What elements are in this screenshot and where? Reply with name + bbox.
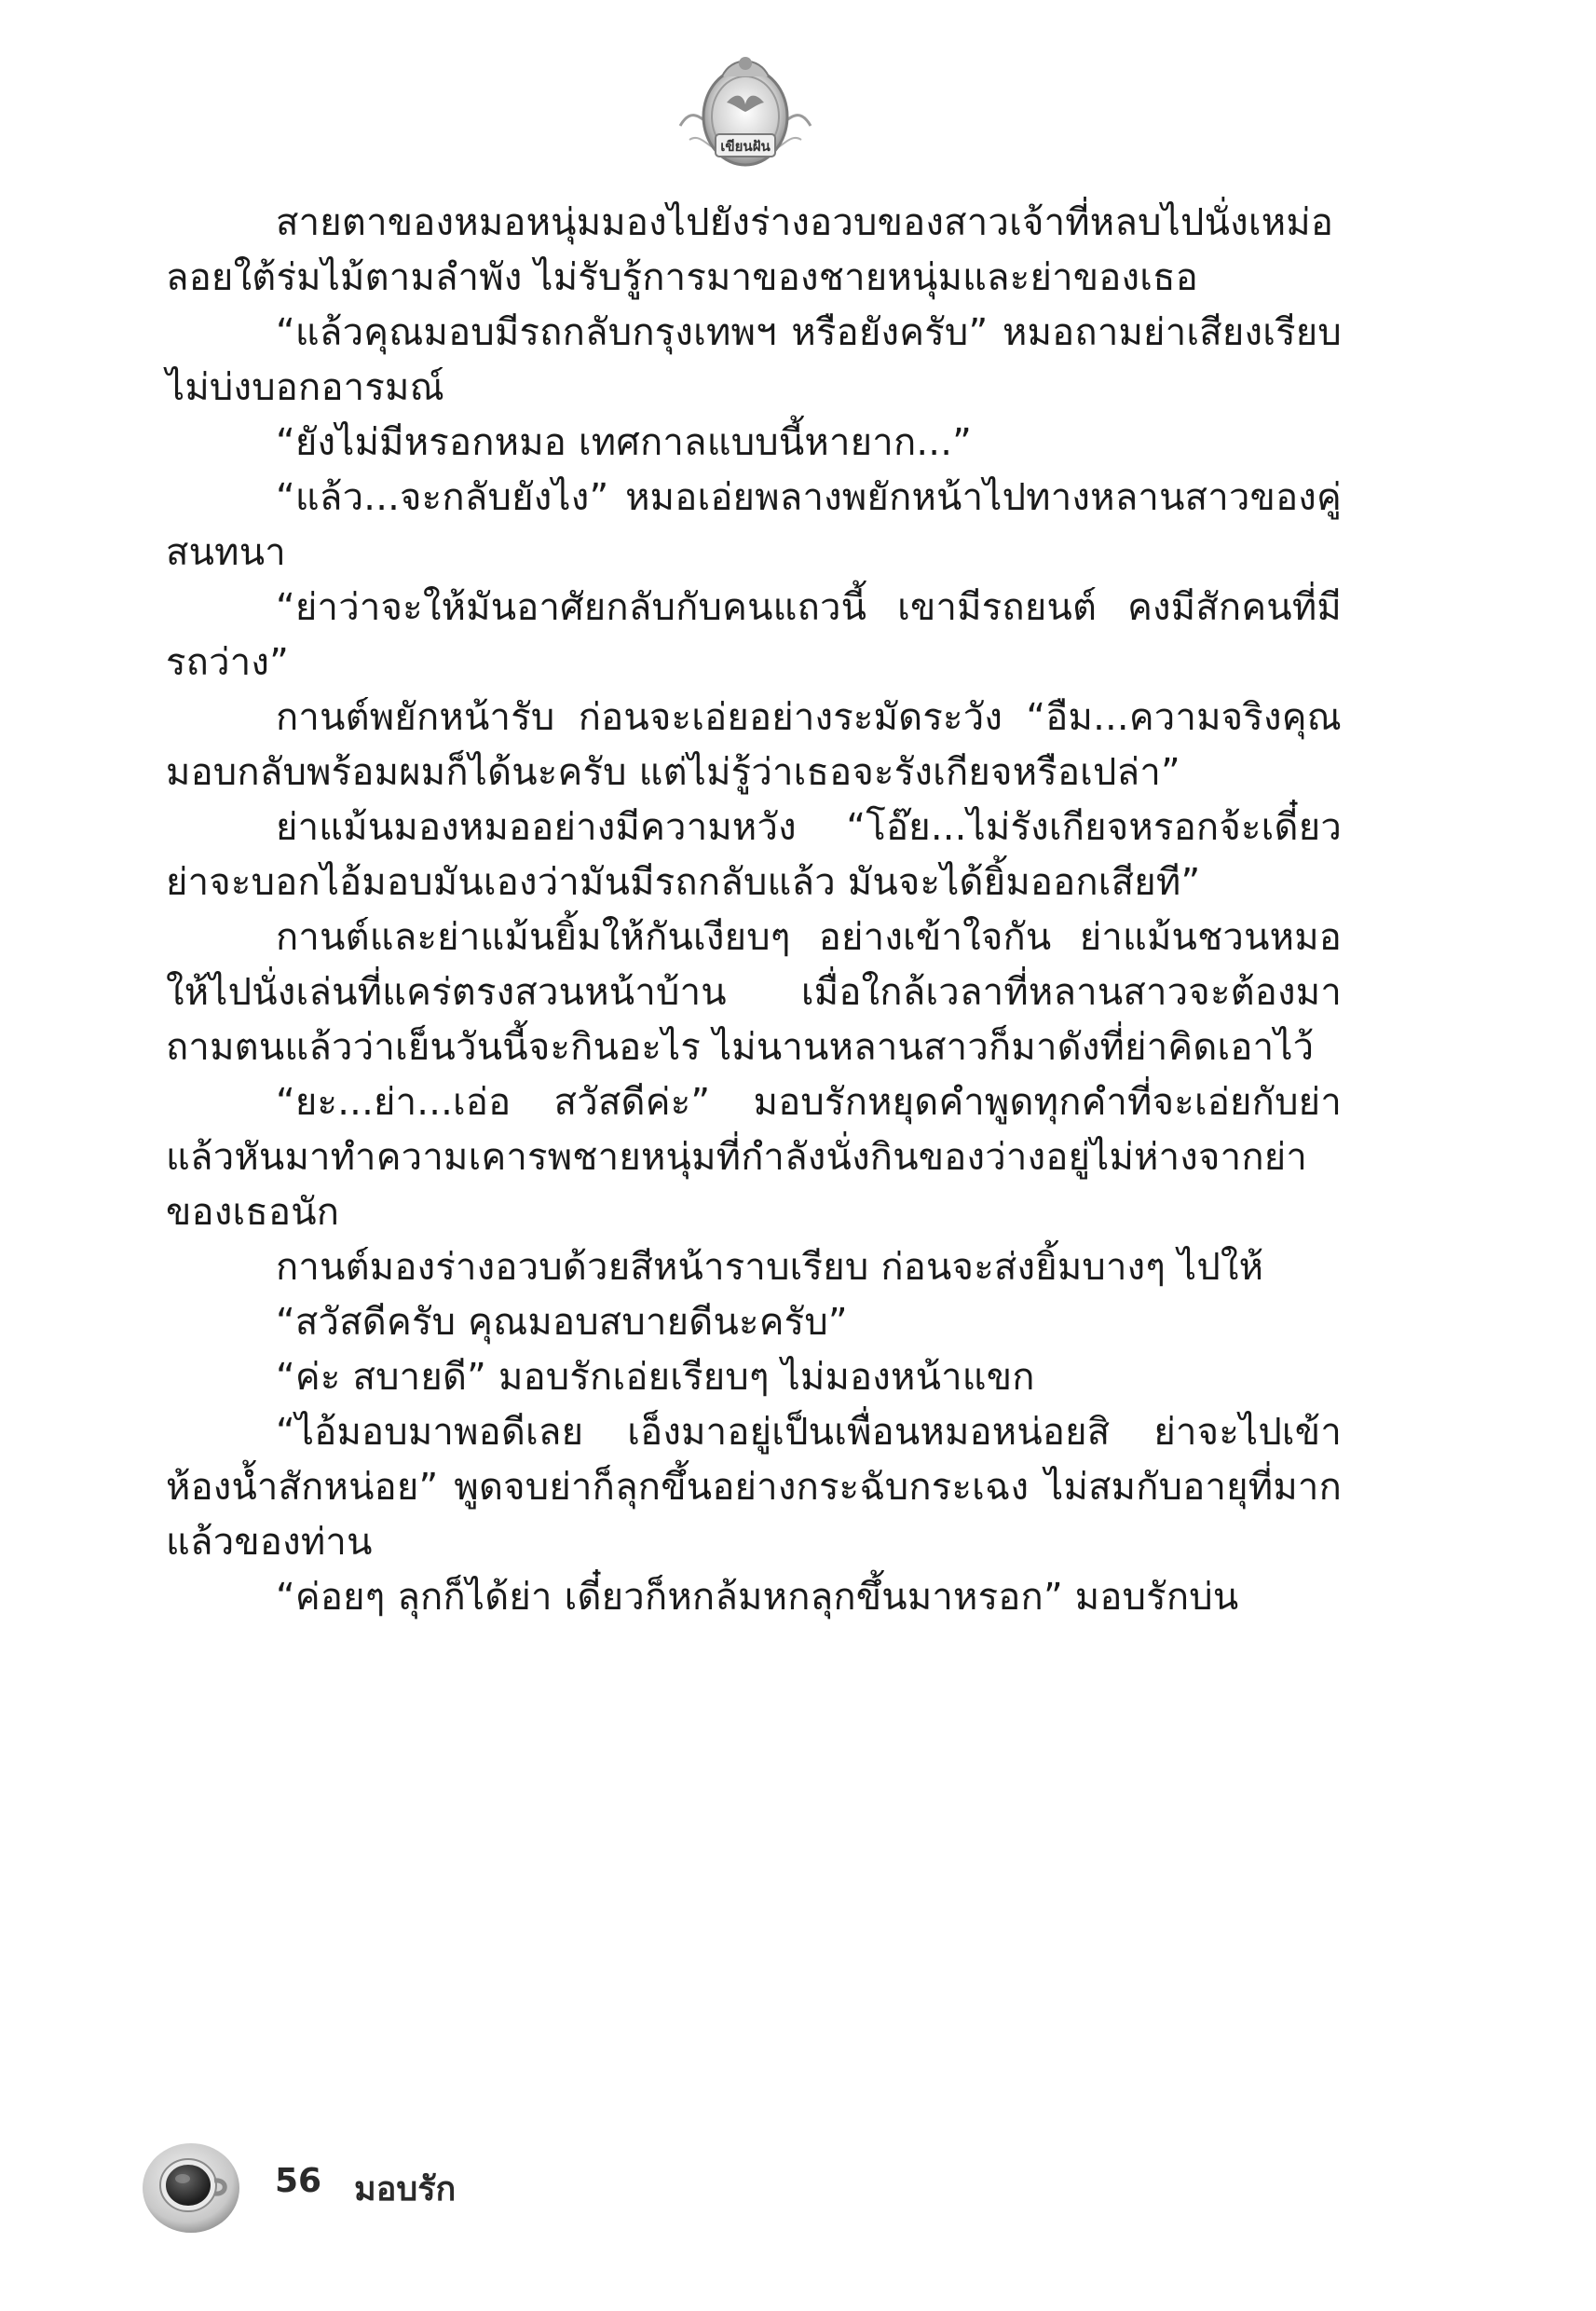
page-footer bbox=[140, 2134, 792, 2236]
paragraph: กานต์มองร่างอวบด้วยสีหน้าราบเรียบ ก่อนจะส่งยิ้มบางๆ ไปให้ bbox=[276, 1246, 1264, 1289]
paragraph: ย่าแม้นมองหมออย่างมีความหวัง “โอ๊ย...ไม่รังเกียจหรอกจ้ะเดี๋ยวย่าจะบอกไอ้มอบมันเองว่ามันมีรถกลับแล้ว มันจะได้ยิ้มออกเสียที” bbox=[166, 806, 1342, 904]
header-logo bbox=[671, 37, 820, 177]
paragraph: “ค่อยๆ ลุกก็ได้ย่า เดี๋ยวก็หกล้มหกลุกขึ้นมาหรอก” มอบรักบ่น bbox=[276, 1576, 1239, 1619]
paragraph: สายตาของหมอหนุ่มมองไปยังร่างอวบของสาวเจ้าที่หลบไปนั่งเหม่อลอยใต้ร่มไม้ตามลำพัง ไม่รับรู้การมาของชายหนุ่มและย่าของเธอ bbox=[166, 201, 1334, 299]
paragraph: กานต์พยักหน้ารับ ก่อนจะเอ่ยอย่างระมัดระวัง “อืม...ความจริงคุณมอบกลับพร้อมผมก็ได้นะครับ แต่ไม่รู้ว่าเธอจะรังเกียจหรือเปล่า” bbox=[166, 696, 1342, 794]
logo-text: เขียนฝัน bbox=[720, 138, 771, 155]
paragraph: “แล้วคุณมอบมีรถกลับกรุงเทพฯ หรือยังครับ” หมอถามย่าเสียงเรียบไม่บ่งบอกอารมณ์ bbox=[166, 311, 1342, 409]
paragraph: “ยะ...ย่า...เอ่อ สวัสดีค่ะ” มอบรักหยุดคำพูดทุกคำที่จะเอ่ยกับย่าแล้วหันมาทำความเคารพชายหนุ่มที่กำลังนั่งกินของว่างอยู่ไม่ห่างจากย่าของเธอนัก bbox=[166, 1081, 1342, 1234]
coffee-cup-icon bbox=[140, 2134, 242, 2236]
paragraph: กานต์และย่าแม้นยิ้มให้กันเงียบๆ อย่างเข้าใจกัน ย่าแม้นชวนหมอให้ไปนั่งเล่นที่แคร่ตรงสวนหน้าบ้าน เมื่อใกล้เวลาที่หลานสาวจะต้องมาถามตนแล้วว่าเย็นวันนี้จะกินอะไร ไม่นานหลานสาวก็มาดังที่ย่าคิดเอาไว้ bbox=[166, 916, 1342, 1069]
paragraph: “ยังไม่มีหรอกหมอ เทศกาลแบบนี้หายาก...” bbox=[276, 421, 973, 464]
paragraph: “ไอ้มอบมาพอดีเลย เอ็งมาอยู่เป็นเพื่อนหมอหน่อยสิ ย่าจะไปเข้าห้องน้ำสักหน่อย” พูดจบย่าก็ลุกขึ้นอย่างกระฉับกระเฉง ไม่สมกับอายุที่มากแล้วของท่าน bbox=[166, 1411, 1342, 1564]
paragraph: “แล้ว...จะกลับยังไง” หมอเอ่ยพลางพยักหน้าไปทางหลานสาวของคู่สนทนา bbox=[166, 476, 1342, 574]
paragraph: “สวัสดีครับ คุณมอบสบายดีนะครับ” bbox=[276, 1301, 848, 1344]
running-title: มอบรัก bbox=[354, 2170, 457, 2208]
paragraph: “ค่ะ สบายดี” มอบรักเอ่ยเรียบๆ ไม่มองหน้าแขก bbox=[276, 1356, 1035, 1399]
paragraph: “ย่าว่าจะให้มันอาศัยกลับกับคนแถวนี้ เขามีรถยนต์ คงมีสักคนที่มีรถว่าง” bbox=[166, 586, 1342, 684]
body-text bbox=[166, 196, 1342, 1625]
page-number: 56 bbox=[275, 2162, 322, 2200]
